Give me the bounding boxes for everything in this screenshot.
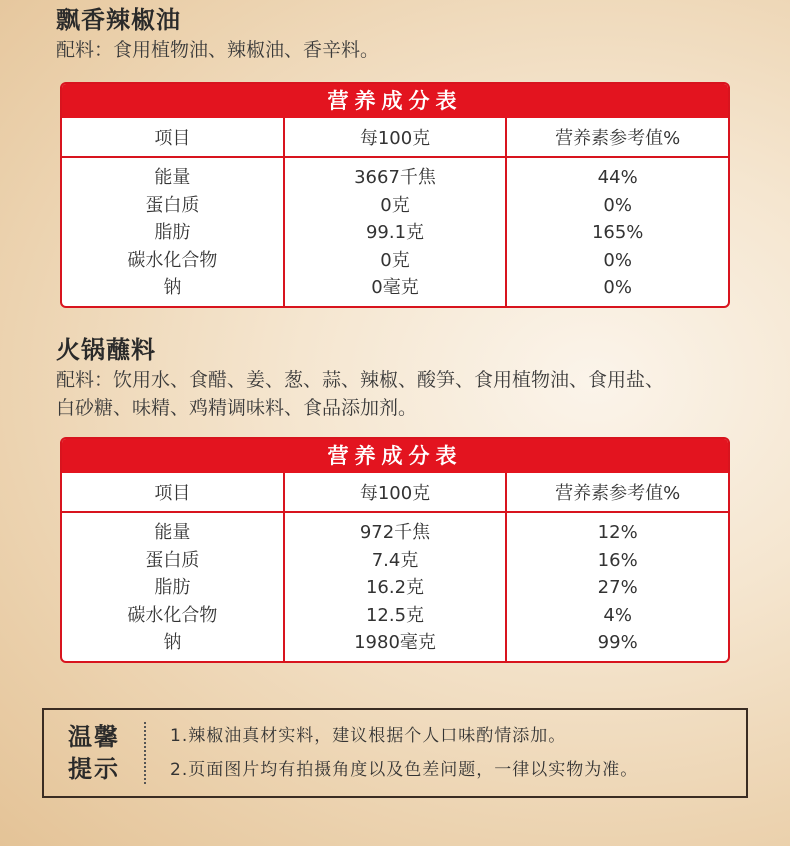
table-cell: 165% (591, 222, 644, 244)
table-cell: 12% (597, 522, 638, 544)
product-2-ingredients-line1: 配料：饮用水、食醋、姜、葱、蒜、辣椒、酸笋、食用植物油、食用盐、 (56, 369, 665, 391)
table-cell: 99.1克 (365, 222, 425, 244)
table-cell: 16.2克 (365, 577, 425, 599)
tips-label-line1: 温馨 (68, 723, 120, 751)
table-header-row (62, 473, 728, 513)
table-body (62, 513, 728, 663)
table-cell: 脂肪 (154, 577, 191, 599)
header-item: 项目 (154, 483, 191, 504)
table-cell: 27% (597, 577, 638, 599)
table-cell: 0毫克 (371, 277, 419, 299)
table-body (62, 158, 728, 308)
column-per100g (283, 513, 506, 663)
table-cell: 12.5克 (365, 604, 425, 626)
product-2-section (56, 334, 746, 422)
product-1-section (56, 4, 746, 64)
table-cell: 钠 (163, 632, 182, 654)
table-cell: 碳水化合物 (127, 604, 218, 626)
nutrition-table-title: 营养成分表 (62, 84, 728, 118)
tips-box (42, 708, 748, 798)
table-cell: 1980毫克 (354, 632, 436, 654)
table-cell: 钠 (163, 277, 182, 299)
tip-line-1: 1.辣椒油真材实料，建议根据个人口味酌情添加。 (170, 726, 567, 746)
table-cell: 99% (597, 632, 638, 654)
table-cell: 0克 (380, 249, 410, 271)
table-cell: 脂肪 (154, 222, 191, 244)
table-cell: 蛋白质 (145, 549, 200, 571)
table-cell: 3667千焦 (354, 167, 436, 189)
table-cell: 7.4克 (371, 549, 419, 571)
product-2-ingredients-line2: 白砂糖、味精、鸡精调味料、食品添加剂。 (56, 397, 418, 419)
product-1-ingredients: 配料：食用植物油、辣椒油、香辛料。 (56, 39, 380, 61)
table-cell: 蛋白质 (145, 194, 200, 216)
header-per100g: 每100克 (283, 473, 506, 511)
table-cell: 44% (597, 167, 638, 189)
header-nrv: 营养素参考值% (505, 118, 728, 156)
table-cell: 972千焦 (359, 522, 431, 544)
table-cell: 0% (603, 249, 632, 271)
table-cell: 0克 (380, 194, 410, 216)
nutrition-table-1 (60, 82, 730, 308)
tips-label-line2: 提示 (68, 755, 120, 783)
product-2-name: 火锅蘸料 (56, 336, 156, 364)
table-cell: 0% (603, 277, 632, 299)
header-nrv: 营养素参考值% (505, 473, 728, 511)
table-cell: 能量 (154, 522, 191, 544)
nutrition-table-title: 营养成分表 (62, 439, 728, 473)
table-header-row (62, 118, 728, 158)
tips-label (44, 721, 144, 785)
column-per100g (283, 158, 506, 308)
column-item (62, 513, 283, 663)
header-per100g: 每100克 (283, 118, 506, 156)
table-cell: 碳水化合物 (127, 249, 218, 271)
nutrition-table-2 (60, 437, 730, 663)
column-nrv (505, 158, 728, 308)
table-cell: 4% (603, 604, 632, 626)
table-cell: 能量 (154, 167, 191, 189)
table-cell: 0% (603, 194, 632, 216)
table-cell: 16% (597, 549, 638, 571)
column-nrv (505, 513, 728, 663)
tip-line-2: 2.页面图片均有拍摄角度以及色差问题，一律以实物为准。 (170, 760, 639, 780)
column-item (62, 158, 283, 308)
tips-lines (146, 719, 638, 787)
product-1-name: 飘香辣椒油 (56, 6, 181, 34)
header-item: 项目 (154, 128, 191, 149)
